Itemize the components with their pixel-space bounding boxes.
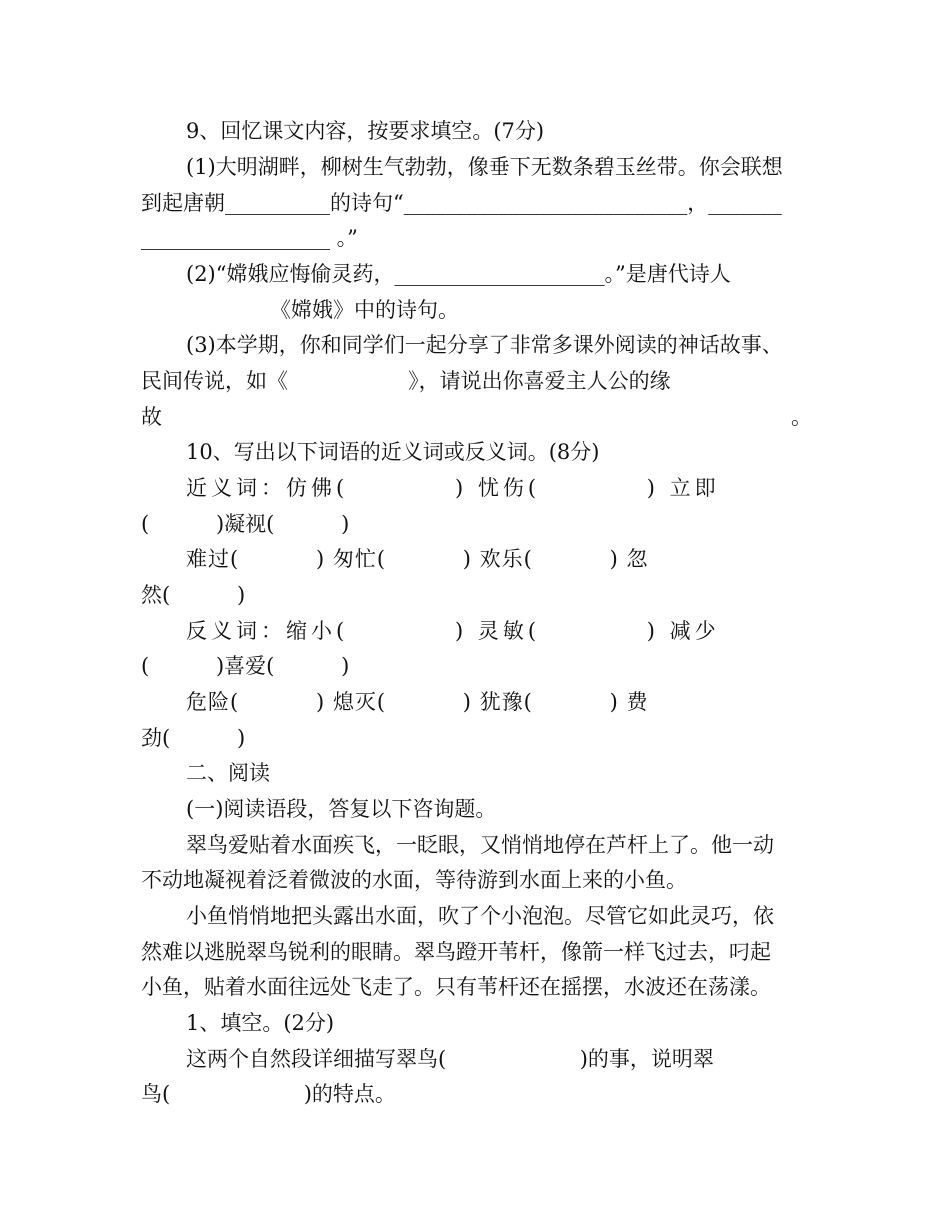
- q9-part2-line2: 《嫦娥》中的诗句。: [270, 298, 459, 322]
- q9-part3-line2: 民间传说，如《 》，请说出你喜爱主人公的缘: [141, 369, 671, 393]
- synonyms-line3: 难过( ) 匆忙( ) 欢乐( ) 忽: [186, 547, 649, 571]
- q9-part1-line2: 到起唐朝__________的诗句“___________________________，_______: [141, 191, 782, 215]
- antonyms-line4: 劲( ): [141, 726, 246, 750]
- passage-para2-line1: 小鱼悄悄地把头露出水面，吹了个小泡泡。尽管它如此灵巧，依: [186, 904, 774, 928]
- antonyms-line1: 反义词：缩小( ) 灵敏( ) 减少: [186, 619, 720, 643]
- synonyms-line4: 然( ): [141, 583, 246, 607]
- reading-q1-line1: 这两个自然段详细描写翠鸟( )的事，说明翠: [186, 1047, 714, 1071]
- synonyms-line2: ( )凝视( ): [141, 512, 350, 536]
- reading-q1-line2: 鸟( )的特点。: [141, 1082, 396, 1106]
- reading-q1-heading: 1、填空。(2分): [186, 1011, 335, 1035]
- q9-part3-line3-start: 故: [141, 405, 162, 429]
- antonyms-line3: 危险( ) 熄灭( ) 犹豫( ) 费: [186, 690, 649, 714]
- passage-para1-line1: 翠鸟爱贴着水面疾飞，一眨眼，又悄悄地停在芦杆上了。他一动: [186, 833, 774, 857]
- reading-1-heading: (一)阅读语段，答复以下咨询题。: [186, 797, 497, 821]
- passage-para2-line3: 小鱼，贴着水面往远处飞走了。只有苇杆还在摇摆，水波还在荡漾。: [141, 975, 771, 999]
- section-2-heading: 二、阅读: [186, 761, 270, 785]
- q9-part3-line3-end: 。: [791, 405, 812, 429]
- passage-para1-line2: 不动地凝视着泛着微波的水面，等待游到水面上来的小鱼。: [141, 868, 687, 892]
- question-9-heading: 9、回忆课文内容，按要求填空。(7分): [186, 119, 545, 143]
- passage-para2-line2: 然难以逃脱翠鸟锐利的眼睛。翠鸟蹬开苇杆，像箭一样飞过去，叼起: [141, 940, 771, 964]
- q9-part1-line3: __________________ 。”: [141, 226, 358, 250]
- question-10-heading: 10、写出以下词语的近义词或反义词。(8分): [186, 440, 600, 464]
- antonyms-line2: ( )喜爱( ): [141, 654, 350, 678]
- synonyms-line1: 近义词：仿佛( ) 忧伤( ) 立即: [186, 476, 720, 500]
- q9-part2-line1: (2)“嫦娥应悔偷灵药，____________________。”是唐代诗人: [186, 262, 731, 286]
- q9-part1-line1: (1)大明湖畔，柳树生气勃勃，像垂下无数条碧玉丝带。你会联想: [186, 155, 783, 179]
- q9-part3-line1: (3)本学期，你和同学们一起分享了非常多课外阅读的神话故事、: [186, 333, 783, 357]
